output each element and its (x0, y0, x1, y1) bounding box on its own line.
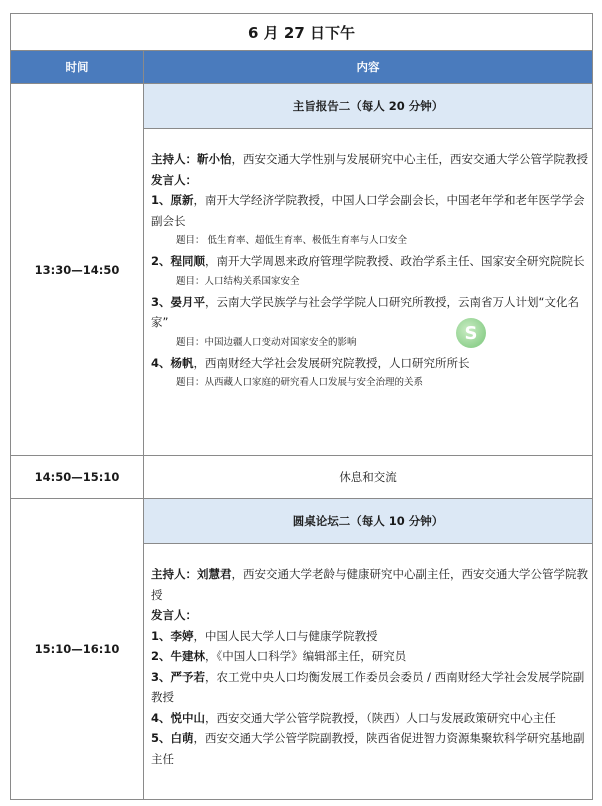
table-row (11, 84, 592, 456)
time-cell: 14:50—15:10 (11, 456, 144, 498)
speaker-topic: 题目： 低生育率、超低生育率、极低生育率与人口安全 (176, 235, 408, 246)
speaker-name: 程同顺 (170, 254, 206, 268)
speaker-name: 原新 (170, 193, 194, 207)
session-body (144, 544, 592, 779)
speakers-label: 发言人： (151, 608, 197, 622)
speaker-line: 2、程同顺，南开大学周恩来政府管理学院教授、政治学系主任、国家安全研究院院长 (151, 254, 585, 268)
table-row (11, 456, 592, 499)
break-text: 休息和交流 (339, 470, 397, 484)
content-cell (144, 84, 592, 455)
speaker-name: 李婷 (170, 628, 194, 643)
host-name: 靳小怡 (197, 152, 232, 166)
speaker-line: 1、李婷，中国人民大学人口与健康学院教授 (151, 628, 378, 643)
speaker-line: 1、原新，南开大学经济学院教授，中国人口学会副会长，中国老年学和老年医学学会副会长 (151, 193, 585, 228)
speaker-line: 5、白萌，西安交通大学公管学院副教授，陕西省促进智力资源集聚软科学研究基地副主任 (151, 731, 585, 766)
speaker-line: 4、悦中山，西安交通大学公管学院教授，（陕西）人口与发展政策研究中心主任 (151, 710, 556, 725)
speaker-name: 牛建林 (170, 649, 206, 663)
day-title: 6 月 27 日下午 (11, 14, 592, 51)
speaker-name: 晏月平 (170, 294, 206, 309)
host-line: 主持人：刘慧君，西安交通大学老龄与健康研究中心副主任，西安交通大学公管学院教授 (151, 567, 588, 602)
speaker-line: 3、严予若，农工党中央人口均衡发展工作委员会委员 / 西南财经大学社会发展学院副教授 (151, 669, 585, 704)
speaker-topic: 题目：人口结构关系国家安全 (176, 275, 300, 287)
header-content: 内容 (356, 60, 380, 74)
time-cell: 13:30—14:50 (11, 84, 144, 455)
speaker-name: 悦中山 (170, 710, 206, 725)
schedule-table (10, 13, 593, 800)
speaker-name: 杨帆 (170, 355, 194, 370)
speaker-name: 严予若 (170, 669, 206, 684)
session-body (144, 129, 592, 403)
host-line: 主持人：靳小怡，西安交通大学性别与发展研究中心主任，西安交通大学公管学院教授 (151, 152, 588, 166)
host-name: 刘慧君 (197, 567, 232, 581)
speaker-line: 4、杨帆，西南财经大学社会发展研究院教授，人口研究所所长 (151, 355, 470, 370)
speaker-topic: 题目：从西藏人口家庭的研究看人口发展与安全治理的关系 (176, 377, 424, 388)
speakers-label: 发言人： (151, 172, 197, 187)
table-header (11, 51, 592, 84)
speaker-line: 2、牛建林，《中国人口科学》编辑部主任，研究员 (151, 649, 407, 663)
time-cell: 15:10—16:10 (11, 499, 144, 799)
session-title: 圆桌论坛二（每人 10 分钟） (144, 499, 592, 544)
watermark-logo-icon: S (456, 318, 486, 348)
header-time: 时间 (11, 51, 144, 83)
speaker-line: 3、晏月平，云南大学民族学与社会学学院人口研究所教授，云南省万人计划“文化名家” (151, 294, 579, 329)
session-title: 主旨报告二（每人 20 分钟） (144, 84, 592, 129)
speaker-name: 白萌 (170, 731, 194, 745)
table-row (11, 499, 592, 799)
content-cell (144, 499, 592, 799)
speaker-topic: 题目：中国边疆人口变动对国家安全的影响 (176, 336, 357, 348)
